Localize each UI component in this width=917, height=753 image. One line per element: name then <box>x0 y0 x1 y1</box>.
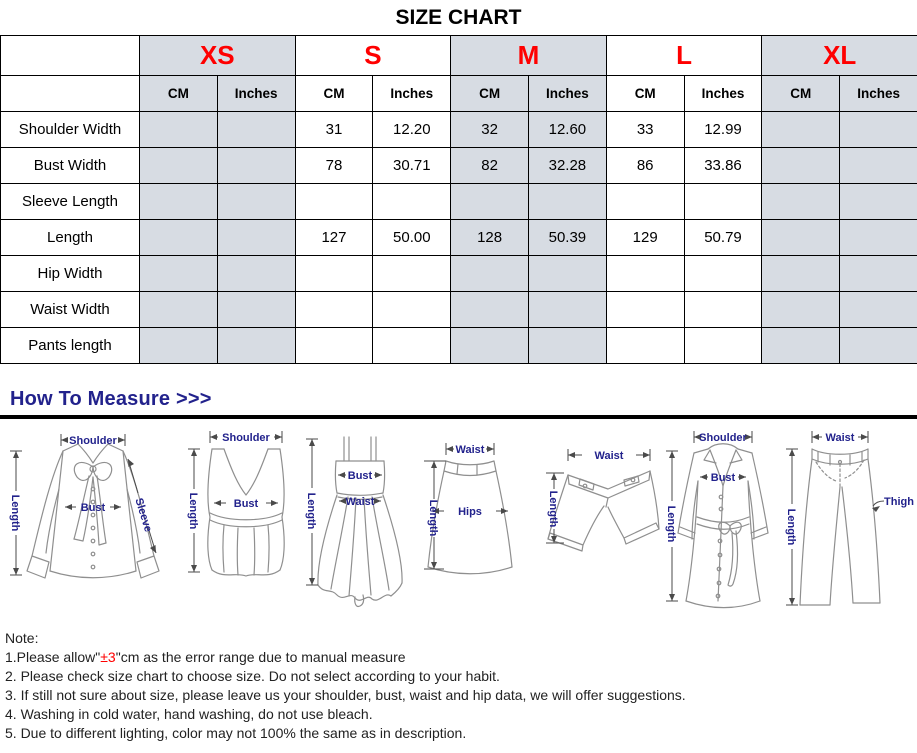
unit-header: CM <box>606 76 684 112</box>
measurement-figures <box>0 419 917 621</box>
table-cell <box>140 292 218 328</box>
table-cell <box>295 256 373 292</box>
figure-vest <box>186 429 298 589</box>
coat-dimensions <box>665 431 752 601</box>
figure-dress <box>304 433 412 611</box>
coat-length-label: Length <box>665 505 677 543</box>
pants-drawing <box>800 449 880 605</box>
skirt-length-label: Length <box>427 499 439 537</box>
table-cell <box>762 112 840 148</box>
table-cell <box>762 184 840 220</box>
vest-length-label: Length <box>187 492 199 530</box>
skirt-dimensions <box>424 443 508 569</box>
table-cell: 31 <box>295 112 373 148</box>
table-cell: 33 <box>606 112 684 148</box>
unit-header: Inches <box>528 76 606 112</box>
table-cell <box>217 112 295 148</box>
table-cell: 32.28 <box>528 148 606 184</box>
note-line-1 <box>5 648 909 667</box>
size-chart-table <box>0 35 917 364</box>
table-cell <box>373 292 451 328</box>
note-line-4: 4. Washing in cold water, hand washing, do not use bleach. <box>5 706 373 722</box>
unit-header: Inches <box>684 76 762 112</box>
table-row <box>1 220 917 256</box>
size-header-xs: XS <box>140 36 296 76</box>
size-header-s: S <box>295 36 451 76</box>
note1-suffix: "cm as the error range due to manual measure <box>115 649 406 665</box>
table-row <box>1 148 917 184</box>
how-to-measure-heading: How To Measure >>> <box>10 388 212 410</box>
unit-header-row <box>1 76 917 112</box>
table-row <box>1 256 917 292</box>
table-cell <box>373 328 451 364</box>
table-cell <box>140 184 218 220</box>
table-cell <box>606 256 684 292</box>
table-cell <box>295 184 373 220</box>
unit-header: CM <box>140 76 218 112</box>
table-cell <box>840 256 917 292</box>
figure-skirt <box>420 441 520 591</box>
table-cell: 32 <box>451 112 529 148</box>
table-cell <box>684 256 762 292</box>
table-cell <box>762 256 840 292</box>
table-row <box>1 328 917 364</box>
table-cell <box>295 292 373 328</box>
coat-shoulder-label: Shoulder <box>699 432 747 444</box>
vest-drawing <box>208 449 284 576</box>
row-label: Bust Width <box>1 148 140 184</box>
table-cell <box>840 220 917 256</box>
row-label: Hip Width <box>1 256 140 292</box>
table-cell: 127 <box>295 220 373 256</box>
table-cell <box>762 148 840 184</box>
table-cell <box>840 328 917 364</box>
table-cell <box>217 292 295 328</box>
table-cell <box>762 292 840 328</box>
table-cell <box>295 328 373 364</box>
vest-dimensions <box>187 431 282 572</box>
page-title: SIZE CHART <box>395 6 522 29</box>
pants-length-label: Length <box>785 508 797 546</box>
unit-header: Inches <box>840 76 917 112</box>
notes-section <box>0 621 917 743</box>
table-cell: 129 <box>606 220 684 256</box>
table-cell: 86 <box>606 148 684 184</box>
table-cell: 33.86 <box>684 148 762 184</box>
table-cell <box>217 184 295 220</box>
dress-waist-label: Waist <box>345 496 375 508</box>
blouse-bust-label: Bust <box>80 502 106 514</box>
table-cell <box>840 292 917 328</box>
table-cell: 128 <box>451 220 529 256</box>
table-cell <box>373 256 451 292</box>
unit-header: CM <box>451 76 529 112</box>
vest-shoulder-label: Shoulder <box>222 432 270 444</box>
dress-length-label: Length <box>305 492 317 530</box>
table-cell <box>606 292 684 328</box>
unit-header: Inches <box>373 76 451 112</box>
corner-cell <box>1 76 140 112</box>
shorts-drawing <box>548 471 659 551</box>
table-cell <box>762 220 840 256</box>
skirt-hips-label: Hips <box>458 506 482 518</box>
table-cell <box>528 256 606 292</box>
vest-bust-label: Bust <box>233 498 259 510</box>
table-cell: 12.99 <box>684 112 762 148</box>
blouse-sleeve-label: Sleeve <box>132 496 155 534</box>
table-cell <box>451 256 529 292</box>
table-cell: 82 <box>451 148 529 184</box>
row-label: Pants length <box>1 328 140 364</box>
table-cell <box>606 184 684 220</box>
table-cell <box>840 112 917 148</box>
table-cell <box>217 220 295 256</box>
table-cell <box>451 292 529 328</box>
table-cell <box>217 328 295 364</box>
table-cell: 30.71 <box>373 148 451 184</box>
table-cell: 12.20 <box>373 112 451 148</box>
table-cell <box>528 292 606 328</box>
table-cell <box>373 184 451 220</box>
blouse-length-label: Length <box>9 494 21 532</box>
table-cell <box>140 148 218 184</box>
table-cell <box>217 256 295 292</box>
figure-shorts <box>538 445 660 570</box>
size-header-l: L <box>606 36 762 76</box>
table-row <box>1 112 917 148</box>
table-cell <box>140 112 218 148</box>
note-line-2: 2. Please check size chart to choose size. Do not select according to your habit. <box>5 668 500 684</box>
pants-thigh-label: Thigh <box>884 496 914 508</box>
table-cell <box>840 148 917 184</box>
note1-tolerance: ±3 <box>100 649 116 665</box>
dress-drawing <box>318 437 402 606</box>
figure-pants <box>784 429 916 617</box>
table-cell: 50.00 <box>373 220 451 256</box>
row-label: Sleeve Length <box>1 184 140 220</box>
table-row <box>1 184 917 220</box>
notes-heading: Note: <box>5 630 39 646</box>
table-cell <box>762 328 840 364</box>
table-cell <box>528 328 606 364</box>
table-cell <box>451 328 529 364</box>
row-label: Length <box>1 220 140 256</box>
size-header-row <box>1 36 917 76</box>
table-cell <box>684 328 762 364</box>
pants-waist-label: Waist <box>825 432 855 444</box>
figure-blouse <box>6 429 178 587</box>
table-cell <box>606 328 684 364</box>
table-cell <box>140 256 218 292</box>
coat-bust-label: Bust <box>710 472 736 484</box>
table-row <box>1 292 917 328</box>
dress-bust-label: Bust <box>347 470 373 482</box>
figure-coat <box>664 429 780 617</box>
coat-drawing <box>678 444 768 608</box>
corner-cell <box>1 36 140 76</box>
table-cell <box>684 292 762 328</box>
blouse-shoulder-label: Shoulder <box>69 435 117 447</box>
table-cell: 12.60 <box>528 112 606 148</box>
row-label: Shoulder Width <box>1 112 140 148</box>
row-label: Waist Width <box>1 292 140 328</box>
unit-header: CM <box>295 76 373 112</box>
table-cell: 50.79 <box>684 220 762 256</box>
table-cell <box>217 148 295 184</box>
table-cell: 50.39 <box>528 220 606 256</box>
size-header-m: M <box>451 36 607 76</box>
table-cell <box>684 184 762 220</box>
table-cell <box>840 184 917 220</box>
shorts-length-label: Length <box>547 490 559 528</box>
table-cell <box>528 184 606 220</box>
size-header-xl: XL <box>762 36 917 76</box>
shorts-waist-label: Waist <box>594 450 624 462</box>
note-line-3: 3. If still not sure about size, please leave us your shoulder, bust, waist and hip data, we will offer suggestions. <box>5 687 686 703</box>
table-cell: 78 <box>295 148 373 184</box>
table-cell <box>140 328 218 364</box>
table-cell <box>451 184 529 220</box>
unit-header: CM <box>762 76 840 112</box>
skirt-waist-label: Waist <box>455 444 485 456</box>
note-line-5: 5. Due to different lighting, color may not 100% the same as in description. <box>5 725 467 741</box>
unit-header: Inches <box>217 76 295 112</box>
table-cell <box>140 220 218 256</box>
note1-prefix: 1.Please allow" <box>5 649 101 665</box>
